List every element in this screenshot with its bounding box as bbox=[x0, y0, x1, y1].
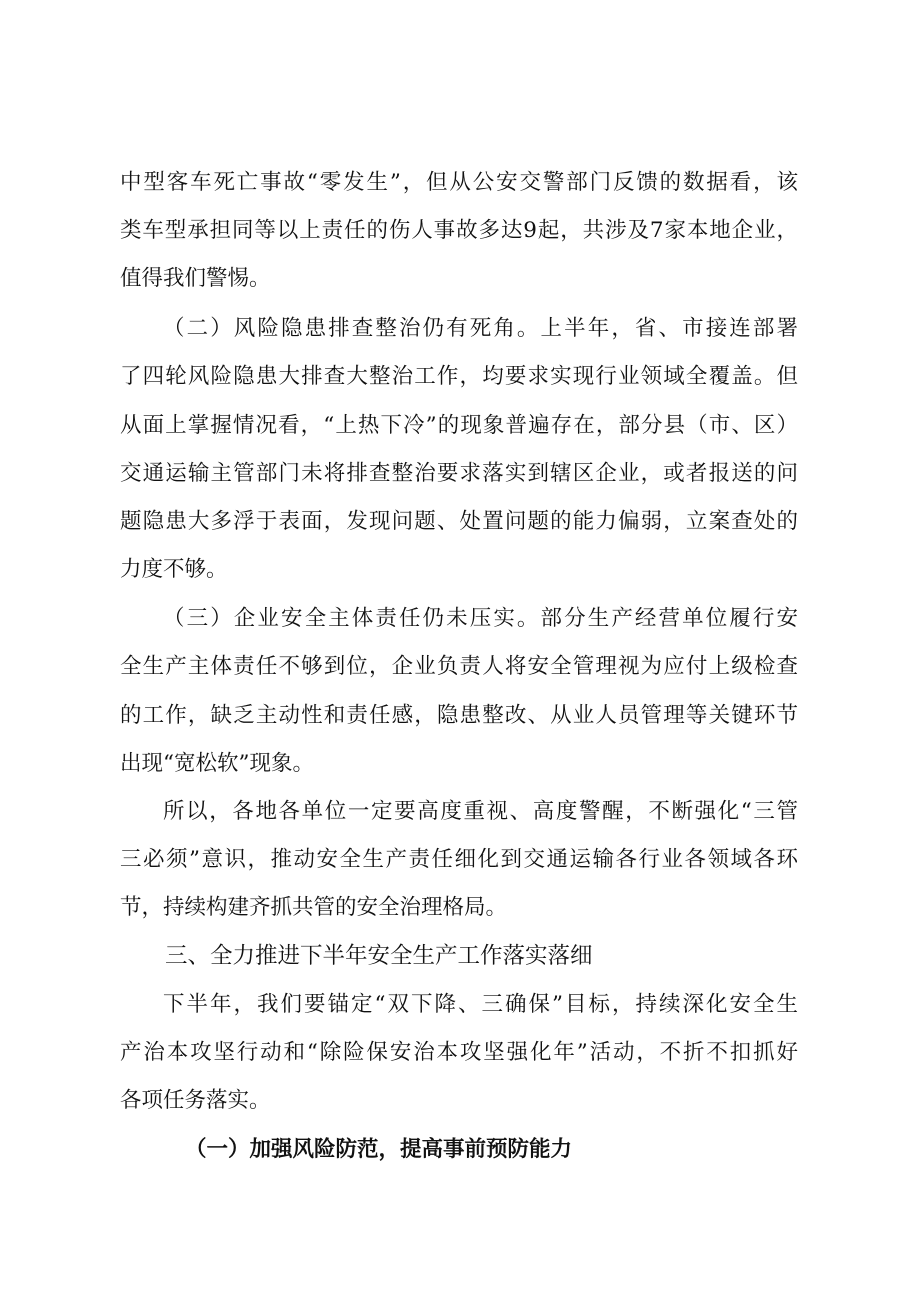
paragraph-line: 各项任务落实。 bbox=[120, 1088, 271, 1113]
section-heading: 三、全力推进下半年安全生产工作落实落细 bbox=[165, 943, 593, 969]
paragraph-line: 交通运输主管部门未将排查整治要求落实到辖区企业，或者报送的问 bbox=[120, 461, 798, 486]
paragraph-line: 值得我们警惕。 bbox=[120, 266, 271, 291]
paragraph-line: 中型客车死亡事故“零发生”，但从公安交警部门反馈的数据看，该 bbox=[120, 170, 798, 195]
paragraph-line: （三）企业安全主体责任仍未压实。部分生产经营单位履行安 bbox=[163, 606, 798, 631]
paragraph-line: 三必须”意识，推动安全生产责任细化到交通运输各行业各领域各环 bbox=[120, 847, 798, 872]
paragraph-line: 的工作，缺乏主动性和责任感，隐患整改、从业人员管理等关键环节 bbox=[120, 703, 798, 728]
paragraph-line: 力度不够。 bbox=[120, 557, 228, 582]
paragraph-line: 类车型承担同等以上责任的伤人事故多达9起，共涉及7家本地企业， bbox=[120, 218, 798, 243]
paragraph-line: 题隐患大多浮于表面，发现问题、处置问题的能力偏弱，立案查处的 bbox=[120, 509, 798, 534]
paragraph-line: （二）风险隐患排查整治仍有死角。上半年，省、市接连部署 bbox=[163, 316, 798, 341]
paragraph-line: 下半年，我们要锚定“双下降、三确保”目标，持续深化安全生 bbox=[163, 992, 798, 1017]
paragraph-line: 所以，各地各单位一定要高度重视、高度警醒，不断强化“三管 bbox=[163, 799, 798, 824]
paragraph-line: 从面上掌握情况看，“上热下冷”的现象普遍存在，部分县（市、区） bbox=[120, 413, 798, 438]
paragraph-line: 全生产主体责任不够到位，企业负责人将安全管理视为应付上级检查 bbox=[120, 654, 798, 679]
subsection-heading: （一）加强风险防范，提高事前预防能力 bbox=[185, 1137, 573, 1162]
paragraph-line: 节，持续构建齐抓共管的安全治理格局。 bbox=[120, 895, 508, 920]
paragraph-line: 出现“宽松软”现象。 bbox=[120, 751, 314, 776]
paragraph-line: 了四轮风险隐患大排查大整治工作，均要求实现行业领域全覆盖。但 bbox=[120, 364, 798, 389]
paragraph-line: 产治本攻坚行动和“除险保安治本攻坚强化年”活动，不折不扣抓好 bbox=[120, 1040, 798, 1065]
